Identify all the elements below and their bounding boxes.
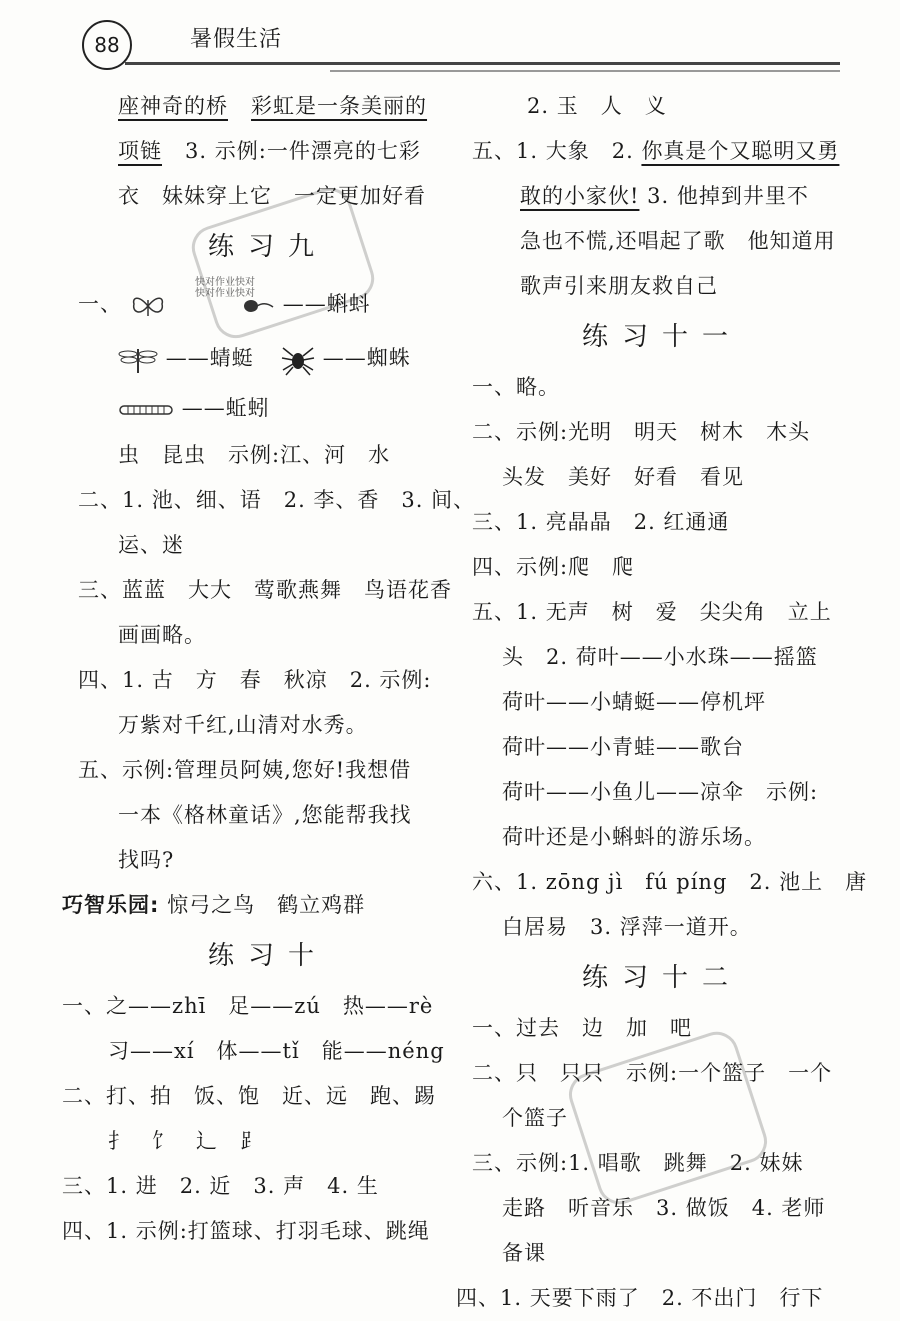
answer-line: 画画略。 <box>118 623 206 647</box>
animal-row: ——蜻蜓 ——蜘蛛 <box>78 333 458 383</box>
answer-line: 五、1. 无声 树 爱 尖尖角 立上 <box>472 600 832 624</box>
answer-line: 备课 <box>502 1241 546 1265</box>
answer-line: 四、1. 古 方 春 秋凉 2. 示例: <box>78 668 432 692</box>
answer-line: 头 2. 荷叶——小水珠——摇篮 <box>502 645 818 669</box>
answer-line: 走路 听音乐 3. 做饭 4. 老师 <box>502 1196 826 1220</box>
answer-line: 六、1. zōng jì fú píng 2. 池上 唐 <box>472 870 868 894</box>
qiaozhi-leyuan: 巧智乐园: 惊弓之鸟 鹤立鸡群 <box>62 893 366 917</box>
answer-line: 荷叶——小鱼儿——凉伞 示例: <box>502 780 819 804</box>
spider-icon <box>281 344 315 376</box>
answer-line: 二、示例:光明 明天 树木 木头 <box>472 420 811 444</box>
exercise-11-title: 练习十一 <box>581 322 742 352</box>
answer-line: 一、过去 边 加 吧 <box>472 1016 692 1040</box>
book-title: 暑假生活 <box>190 27 283 52</box>
answer-line: 习——xí 体——tǐ 能——néng <box>108 1039 445 1063</box>
answer-line: 万紫对千红,山清对水秀。 <box>118 713 368 737</box>
answer-line: 二、打、拍 饭、饱 近、远 跑、踢 <box>62 1084 436 1108</box>
earthworm-icon <box>118 402 174 418</box>
page-number: 88 <box>82 20 132 70</box>
answer-line: 二、只 只只 示例:一个篮子 一个 <box>472 1061 833 1085</box>
answer-line: 白居易 3. 浮萍一道开。 <box>502 915 752 939</box>
watermark-note: 快对作业快对 快对作业快对 <box>195 277 255 299</box>
answer-line: 运、迷 <box>118 533 184 557</box>
right-column <box>456 84 868 1321</box>
answer-line: 四、1. 示例:打篮球、打羽毛球、跳绳 <box>62 1219 430 1243</box>
answer-line: 二、1. 池、细、语 2. 李、香 3. 间、 <box>78 488 476 512</box>
answer-line: 座神奇的桥 彩虹是一条美丽的 <box>118 94 428 118</box>
answer-line: 荷叶——小蜻蜓——停机坪 <box>502 690 766 714</box>
header-rule <box>125 62 840 65</box>
answer-line: 三、示例:1. 唱歌 跳舞 2. 妹妹 <box>472 1151 804 1175</box>
answer-line: 一、之——zhī 足——zú 热——rè <box>62 994 434 1018</box>
answer-line: 四、1. 天要下雨了 2. 不出门 行下 <box>456 1286 824 1310</box>
answer-line: 歌声引来朋友救自己 <box>520 274 718 298</box>
exercise-9-title: 练习九 <box>207 232 328 262</box>
answer-line: 敢的小家伙! 3. 他掉到井里不 <box>520 184 809 208</box>
answer-line: 三、蓝蓝 大大 莺歌燕舞 鸟语花香 <box>78 578 452 602</box>
answer-line: 三、1. 进 2. 近 3. 声 4. 生 <box>62 1174 379 1198</box>
answer-line: 虫 昆虫 示例:江、河 水 <box>118 443 391 467</box>
answer-line: 荷叶——小青蛙——歌台 <box>502 735 744 759</box>
answer-line: 急也不慌,还唱起了歌 他知道用 <box>520 229 836 253</box>
answer-line: 荷叶还是小蝌蚪的游乐场。 <box>502 825 766 849</box>
answer-line: 头发 美好 好看 看见 <box>502 465 744 489</box>
answer-line: 五、示例:管理员阿姨,您好!我想借 <box>78 758 412 782</box>
answer-line: 三、1. 亮晶晶 2. 红通通 <box>472 510 730 534</box>
answer-line: 找吗? <box>118 848 175 872</box>
answer-line: 衣 妹妹穿上它 一定更加好看 <box>118 184 426 208</box>
tadpole-icon <box>241 295 275 317</box>
animal-row: 一、 ——蝌蚪 <box>78 275 458 333</box>
answer-line: 一、略。 <box>472 375 560 399</box>
answer-line: 扌 饣 辶 ⻊ <box>108 1129 262 1153</box>
answer-line: 四、示例:爬 爬 <box>472 555 635 579</box>
answer-line: 2. 玉 人 义 <box>527 94 667 118</box>
page-header <box>0 0 900 80</box>
left-column <box>62 84 476 1254</box>
header-rule-thin <box>330 70 840 72</box>
exercise-10-title: 练习十 <box>207 941 328 971</box>
answer-line: 五、1. 大象 2. 你真是个又聪明又勇 <box>472 139 840 163</box>
butterfly-icon <box>130 292 166 320</box>
dragonfly-icon <box>118 345 158 375</box>
answer-line: 项链 3. 示例:一件漂亮的七彩 <box>118 139 421 163</box>
answer-line: 一本《格林童话》,您能帮我找 <box>118 803 412 827</box>
answer-line: 个篮子 <box>502 1106 568 1130</box>
exercise-12-title: 练习十二 <box>581 963 742 993</box>
animal-row: ——蚯蚓 <box>78 383 458 433</box>
